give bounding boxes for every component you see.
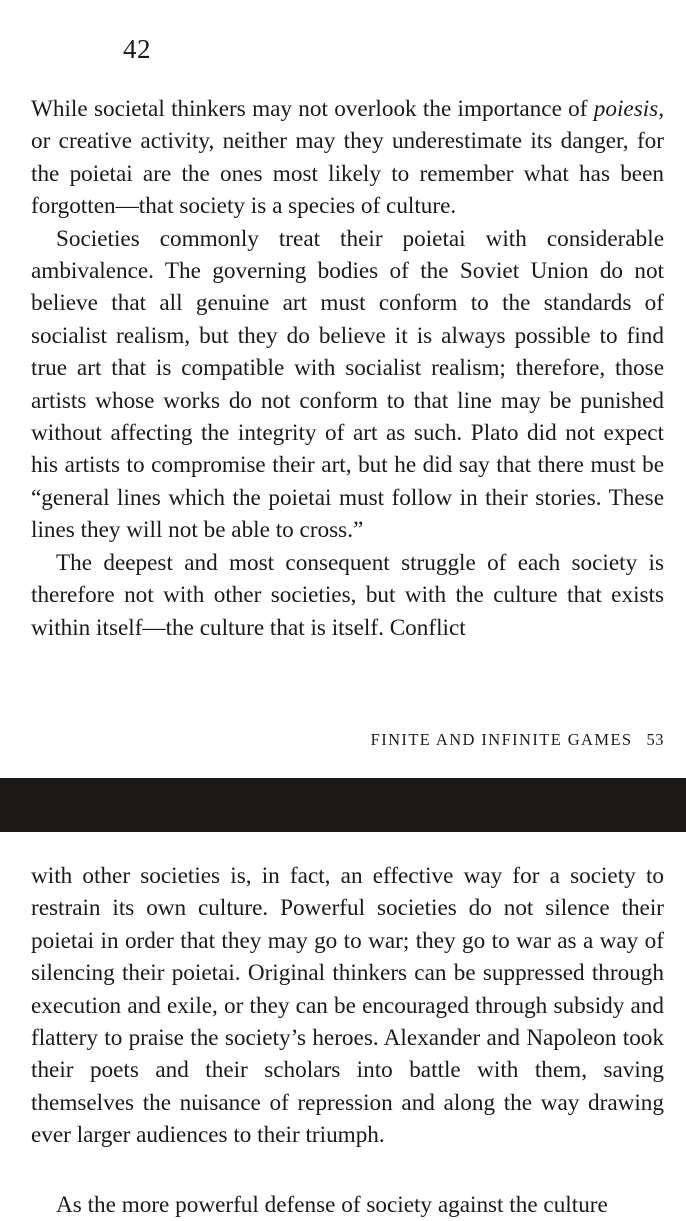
paragraph-poiesis-start: While societal thinkers may not overlook the importance of <box>31 96 594 122</box>
footer-page-number: 53 <box>646 730 664 749</box>
paragraph-poiesis <box>31 93 664 223</box>
top-page-text <box>31 93 664 644</box>
poiesis-italic-term: poiesis, <box>593 96 664 122</box>
page-separator-bar <box>0 778 686 832</box>
page-number: 42 <box>123 34 151 64</box>
cutoff-line-text: As the more powerful defense of society against the culture <box>56 1192 608 1218</box>
paragraph-soviet-plato: Societies commonly treat their poietai with considerable ambivalence. The governing bodies of the Soviet Union do not believe that all genuine art must conform to the standards of socialist realism, but they do believe it is always possible to find true art that is compatible with socialist realism; therefore, those artists whose works do not conform to that line may be punished without affecting the integrity of art as such. Plato did not expect his artists to compromise their art, but he did say that there must be “general lines which the poietai must follow in their stories. These lines they will not be able to cross.” <box>31 225 664 544</box>
bottom-page-text <box>31 860 664 1152</box>
paragraph-continuation: with other societies is, in fact, an effective way for a society to restrain its own culture. Powerful societies do not silence their poietai in order that they may go to war; they go to war as a way of silencing their poietai. Original thinkers can be suppressed through execution and exile, or they can be encouraged through subsidy and flattery to praise the society’s heroes. Alexander and Napoleon took their poets and their scholars into battle with them, saving themselves the nuisance of repression and along the way drawing ever larger audiences to their triumph. <box>31 863 664 1149</box>
cutoff-text-line <box>56 1191 666 1218</box>
paragraph-deepest-struggle: The deepest and most consequent struggle of each society is therefore not with other societies, but with the culture that exists within itself—the culture that is itself. Conflict <box>31 549 664 641</box>
running-footer <box>371 730 664 750</box>
paragraph-poiesis-end: or creative activity, neither may they underestimate its danger, for the poietai are the ones most likely to remember what has been forgotten—that society is a species of culture. <box>31 128 664 220</box>
bottom-page <box>0 832 686 1218</box>
footer-book-title: FINITE AND INFINITE GAMES <box>370 730 633 749</box>
